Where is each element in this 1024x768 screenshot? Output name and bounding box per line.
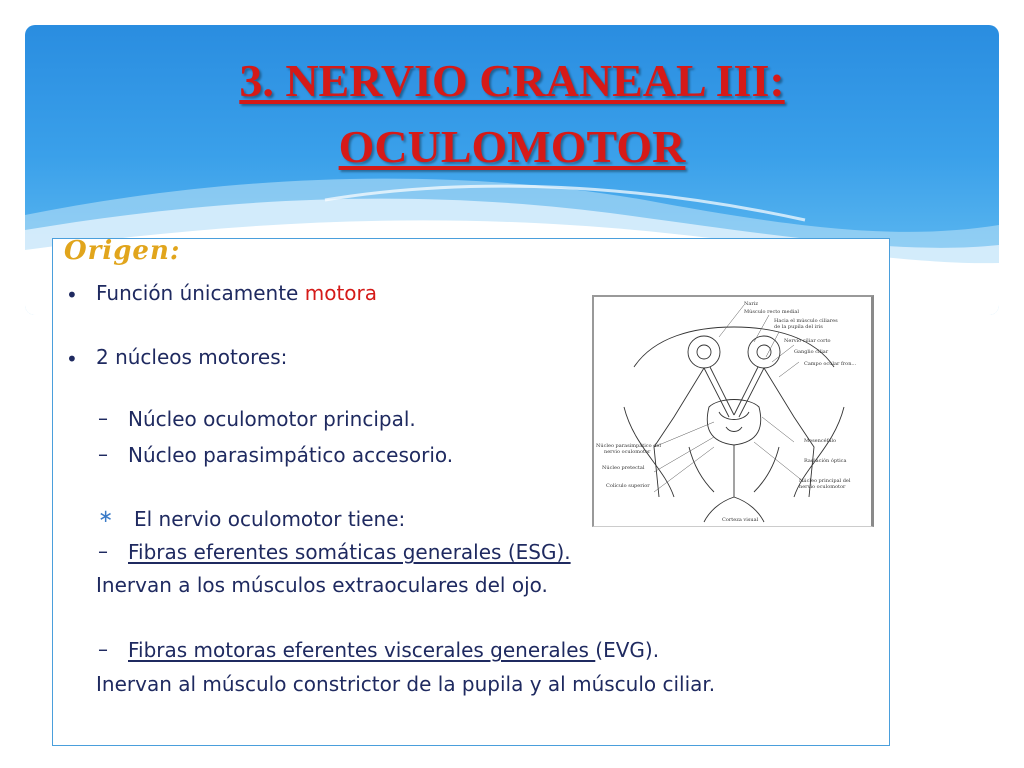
label-principal-nucleus-2: nervio oculomotor	[799, 484, 846, 490]
motor-function-line	[96, 280, 377, 306]
label-pretectal-nucleus: Núcleo pretectal	[602, 465, 645, 471]
evg-fibers-line	[128, 637, 659, 663]
motor-function-text: Función únicamente	[96, 281, 305, 305]
dash-icon: –	[98, 406, 108, 430]
principal-nucleus-line: Núcleo oculomotor principal.	[128, 407, 416, 431]
label-frontal-eye-field: Campo ocular fron...	[804, 361, 857, 367]
label-principal-nucleus: Núcleo principal del	[799, 478, 851, 484]
label-midbrain: Mesencéfalo	[804, 438, 837, 444]
evg-description: Inervan al músculo constrictor de la pupila y al músculo ciliar.	[96, 672, 716, 696]
origin-heading: Origen:	[64, 236, 181, 266]
slide-title	[60, 48, 964, 180]
bullet-icon: •	[66, 283, 78, 307]
esg-fibers-link[interactable]: Fibras eferentes somáticas generales (ESG).	[128, 540, 571, 564]
title-line-2: OCULOMOTOR	[338, 121, 686, 172]
label-nose: Nariz	[744, 301, 758, 307]
bullet-icon: •	[66, 347, 78, 371]
motor-nuclei-line: 2 núcleos motores:	[96, 345, 288, 369]
label-ciliary-ganglion: Ganglio ciliar	[794, 349, 829, 355]
esg-description: Inervan a los músculos extraoculares del ojo.	[96, 573, 548, 597]
parasympathetic-nucleus-line: Núcleo parasimpático accesorio.	[128, 443, 454, 467]
nerve-has-line: El nervio oculomotor tiene:	[134, 507, 406, 531]
label-ciliary-muscles: Hacia el músculo ciliares	[774, 318, 838, 324]
dash-icon: –	[98, 637, 108, 661]
dash-icon: –	[98, 539, 108, 563]
label-medial-rectus: Músculo recto medial	[744, 309, 799, 315]
label-parasympathetic-nucleus-2: nervio oculomotor	[604, 449, 651, 455]
oculomotor-pathway-figure	[592, 295, 874, 527]
label-short-ciliary-nerve: Nervio ciliar corto	[784, 338, 831, 344]
oculomotor-diagram	[594, 297, 872, 526]
label-parasympathetic-nucleus: Núcleo parasimpático del	[596, 443, 661, 449]
label-superior-colliculus: Colículo superior	[606, 483, 650, 489]
motor-highlight: motora	[304, 281, 377, 305]
evg-suffix: (EVG).	[595, 638, 660, 662]
label-iris-pupil: de la pupila del iris	[774, 324, 823, 330]
evg-fibers-link[interactable]: Fibras motoras eferentes viscerales generales	[128, 638, 596, 662]
title-line-1: 3. NERVIO CRANEAL III:	[239, 55, 785, 106]
dash-icon: –	[98, 442, 108, 466]
label-visual-cortex: Corteza visual	[722, 517, 759, 523]
star-bullet-icon: ∗	[98, 506, 114, 527]
label-optic-radiation: Radiación óptica	[804, 458, 847, 464]
